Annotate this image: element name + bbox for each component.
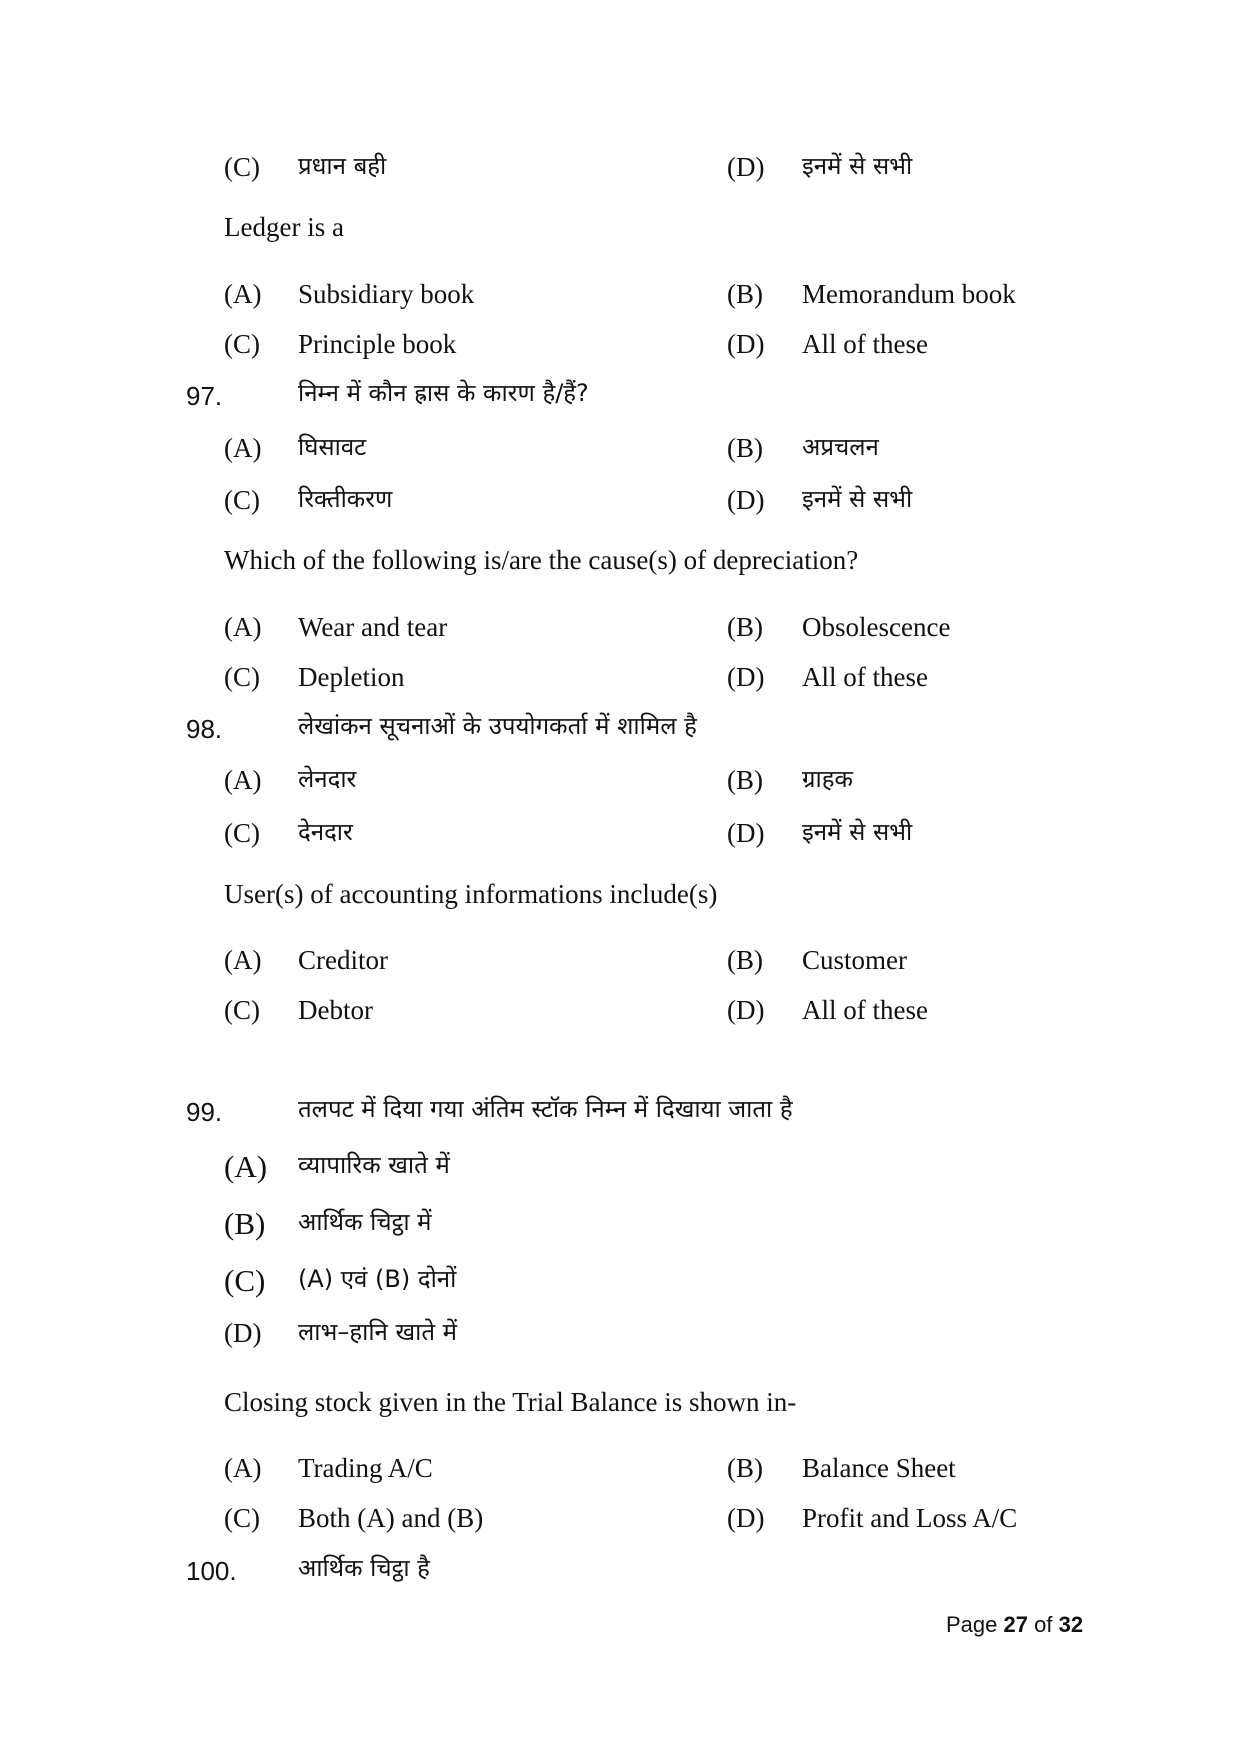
- option-text-en: Memorandum book: [802, 279, 1016, 309]
- option-label: (C): [224, 995, 260, 1025]
- option-text-hi: अप्रचलन: [802, 433, 879, 461]
- option-text-en: Profit and Loss A/C: [802, 1503, 1018, 1533]
- option-label: (A): [224, 1453, 262, 1483]
- option-text-hi: घिसावट: [298, 433, 367, 461]
- of-word: of: [1034, 1612, 1053, 1637]
- question-text-hi: लेखांकन सूचनाओं के उपयोगकर्ता में शामिल है: [298, 712, 697, 740]
- option-text-en: All of these: [802, 995, 928, 1025]
- option-text-en: Balance Sheet: [802, 1453, 956, 1483]
- option-text-en: Debtor: [298, 995, 373, 1025]
- option-label: (D): [727, 1503, 765, 1533]
- option-text-hi: इनमें से सभी: [802, 485, 913, 513]
- option-label: (B): [727, 1453, 763, 1483]
- option-text-en: Wear and tear: [298, 612, 448, 642]
- option-text-en: Both (A) and (B): [298, 1503, 484, 1533]
- option-label: (A): [224, 612, 262, 642]
- question-text-hi: निम्न में कौन ह्रास के कारण है/हैं?: [298, 379, 589, 407]
- option-text-en: Trading A/C: [298, 1453, 433, 1483]
- option-text-en: Creditor: [298, 945, 388, 975]
- question-number: 97.: [186, 381, 223, 411]
- option-text-hi: इनमें से सभी: [802, 818, 913, 846]
- option-text-hi: इनमें से सभी: [802, 152, 913, 180]
- option-label: (B): [727, 765, 763, 795]
- option-label: (B): [727, 279, 763, 309]
- option-label: (C): [224, 662, 260, 692]
- option-label: (C): [224, 329, 260, 359]
- option-text-hi: लाभ–हानि खाते में: [298, 1318, 457, 1346]
- option-text-en: Customer: [802, 945, 907, 975]
- option-label: (D): [727, 662, 765, 692]
- question-number: 100.: [186, 1556, 237, 1586]
- question-text-hi: तलपट में दिया गया अंतिम स्टॉक निम्न में दिखाया जाता है: [298, 1095, 793, 1123]
- page-total: 32: [1058, 1612, 1084, 1637]
- option-label: (A): [224, 945, 262, 975]
- option-text-hi: रिक्तीकरण: [298, 485, 393, 513]
- question-text-en: User(s) of accounting informations include(s): [224, 879, 718, 909]
- option-label: (C): [224, 818, 260, 848]
- question-text-en: Which of the following is/are the cause(s) of depreciation?: [224, 545, 859, 575]
- option-text-en: Obsolescence: [802, 612, 951, 642]
- option-text-hi: आर्थिक चिट्ठा में: [298, 1208, 432, 1236]
- question-text-en: Ledger is a: [224, 212, 344, 242]
- page-footer: [946, 1614, 1083, 1636]
- option-text-hi: व्यापारिक खाते में: [298, 1151, 450, 1179]
- option-label: (C): [224, 485, 260, 515]
- page-word: Page: [946, 1612, 998, 1637]
- option-label: (D): [727, 152, 765, 182]
- option-text-hi: (A) एवं (B) दोनों: [298, 1265, 457, 1293]
- question-number: 99.: [186, 1097, 223, 1127]
- option-text-hi: देनदार: [298, 818, 353, 846]
- option-text-hi: प्रधान बही: [298, 152, 387, 180]
- option-label: (D): [224, 1318, 262, 1348]
- option-text-en: Depletion: [298, 662, 405, 692]
- option-label: (A): [224, 1149, 268, 1184]
- question-text-en: Closing stock given in the Trial Balance is shown in-: [224, 1387, 797, 1417]
- option-text-en: All of these: [802, 329, 928, 359]
- option-label: (C): [224, 152, 260, 182]
- question-number: 98.: [186, 714, 223, 744]
- option-label: (A): [224, 765, 262, 795]
- option-text-en: Subsidiary book: [298, 279, 475, 309]
- option-text-hi: लेनदार: [298, 765, 357, 793]
- option-text-en: All of these: [802, 662, 928, 692]
- option-label: (B): [224, 1206, 266, 1241]
- option-label: (D): [727, 995, 765, 1025]
- option-label: (A): [224, 279, 262, 309]
- option-label: (B): [727, 612, 763, 642]
- option-label: (D): [727, 329, 765, 359]
- option-label: (B): [727, 433, 763, 463]
- option-label: (C): [224, 1263, 266, 1298]
- option-label: (D): [727, 485, 765, 515]
- option-label: (A): [224, 433, 262, 463]
- page-current: 27: [1003, 1612, 1028, 1637]
- option-label: (D): [727, 818, 765, 848]
- option-text-hi: ग्राहक: [802, 765, 853, 793]
- option-label: (C): [224, 1503, 260, 1533]
- question-text-hi: आर्थिक चिट्ठा है: [298, 1554, 430, 1582]
- option-text-en: Principle book: [298, 329, 457, 359]
- option-label: (B): [727, 945, 763, 975]
